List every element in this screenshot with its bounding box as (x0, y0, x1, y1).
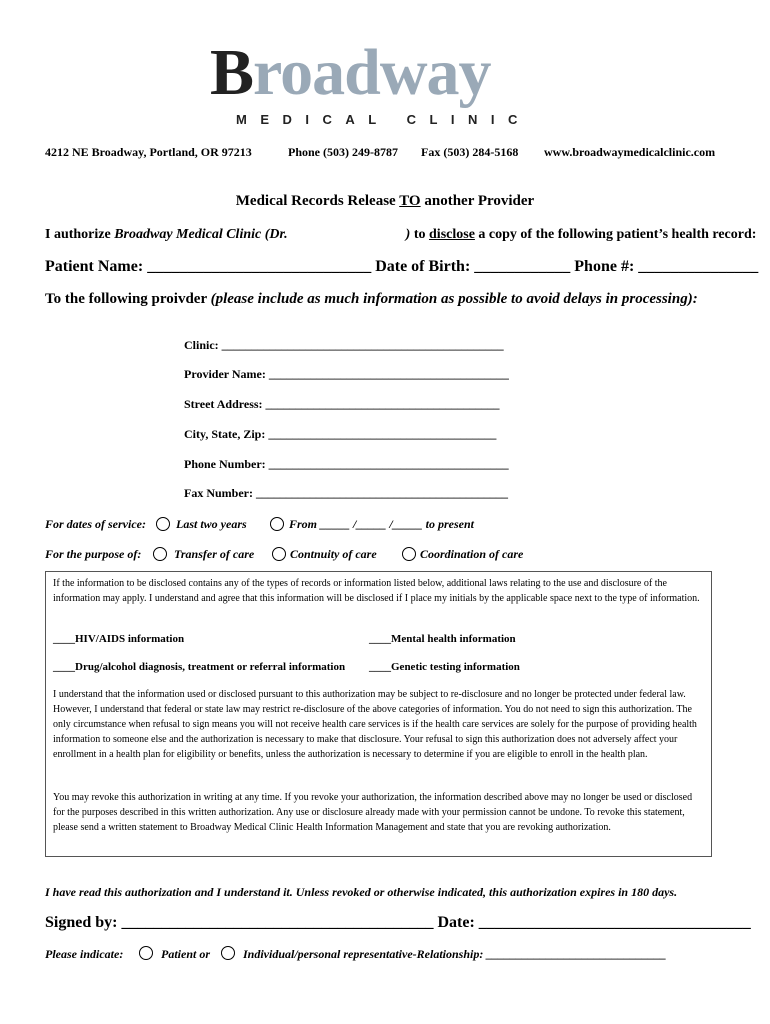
logo-subtitle: MEDICAL CLINIC (236, 112, 531, 127)
title-prefix: Medical Records Release (235, 193, 400, 209)
logo-letter-b: B (210, 36, 254, 109)
authorize-close: ) (405, 227, 411, 242)
form-title (0, 193, 770, 210)
purpose-label: For the purpose of: (45, 547, 142, 561)
authorization-statement (45, 227, 756, 243)
authorize-rest: a copy of the following patient’s health record: (474, 227, 757, 242)
indicate-label: Please indicate: (45, 947, 124, 961)
street-address-field[interactable]: Street Address: _______________________________________ (184, 397, 500, 411)
signature-date-row[interactable]: Signed by: _______________________________________ Date: __________________________________ (45, 914, 751, 931)
dates-of-service-label: For dates of service: (45, 517, 146, 531)
authorize-lead: I authorize (45, 227, 115, 242)
clinic-field[interactable]: Clinic: _______________________________________________ (184, 338, 504, 352)
city-state-zip-field[interactable]: City, State, Zip: ______________________________________ (184, 427, 497, 441)
drug-alcohol-initials[interactable]: ____Drug/alcohol diagnosis, treatment or referral information (53, 661, 346, 673)
hiv-aids-initials[interactable]: ____HIV/AIDS information (53, 633, 185, 645)
patient-option-label: Patient or (161, 947, 211, 961)
provider-name-field[interactable]: Provider Name: ________________________________________ (184, 367, 509, 381)
coordination-of-care-label: Coordination of care (420, 547, 524, 561)
revocation-paragraph: You may revoke this authorization in writing at any time. If you revoke your authorization, the information described above may no longer be used or disclosed for the purposes described in this written authorization. Any use or disclosure already made with your permission cannot be undone. To revoke this statement, please send a written statement to Broadway Medical Clinic Health Information Management and state that you are revoking authorization. (53, 792, 693, 833)
authorize-clinic: Broadway Medical Clinic (Dr. (114, 227, 288, 242)
continuity-of-care-radio[interactable] (272, 547, 286, 561)
provider-heading-lead: To the following proivder (45, 291, 211, 307)
authorize-disclose: disclose (429, 227, 475, 242)
expiration-statement: I have read this authorization and I understand it. Unless revoked or otherwise indicated, this authorization expires in 180 days. (45, 885, 678, 899)
provider-heading-note: (please include as much information as possible to avoid delays in processing): (210, 291, 698, 307)
representative-radio[interactable] (221, 946, 235, 960)
coordination-of-care-radio[interactable] (402, 547, 416, 561)
representative-option-label[interactable]: Individual/personal representative-Relationship: ______________________________ (243, 947, 667, 961)
clinic-address: 4212 NE Broadway, Portland, OR 97213 (45, 145, 252, 159)
genetic-testing-initials[interactable]: ____Genetic testing information (369, 661, 520, 673)
clinic-fax: Fax (503) 284-5168 (421, 145, 519, 159)
date-range-radio[interactable] (270, 517, 284, 531)
patient-radio[interactable] (139, 946, 153, 960)
last-two-years-radio[interactable] (156, 517, 170, 531)
transfer-of-care-radio[interactable] (153, 547, 167, 561)
title-underlined: TO (399, 193, 421, 209)
provider-heading (45, 291, 698, 308)
authorize-to: to (410, 227, 430, 242)
clinic-website[interactable]: www.broadwaymedicalclinic.com (544, 145, 716, 159)
logo-wordmark: roadway (253, 36, 491, 109)
date-range-label[interactable]: From _____ /_____ /_____ to present (289, 517, 475, 531)
fax-number-field[interactable]: Fax Number: __________________________________________ (184, 486, 508, 500)
redisclosure-paragraph: I understand that the information used or disclosed pursuant to this authorization may be subject to re-disclosure and no longer be protected under federal law. However, I understand that federal or state law may restrict re-disclosure of the above categories of information. You do not need to sign this authorization. The only circumstance when refusal to sign means you will not receive health care services is if the health care services are solely for the purpose of providing health information to someone else and the authorization is necessary to make that disclosure. Your refusal to sign this authorization does not adversely affect your enrollment in a health plan for eligibility or benefits, unless the authorization is necessary to determine if you are eligible to enroll in the health plan. (53, 689, 697, 760)
continuity-of-care-label: Contnuity of care (290, 547, 377, 561)
transfer-of-care-label: Transfer of care (174, 547, 255, 561)
phone-number-field[interactable]: Phone Number: ________________________________________ (184, 457, 509, 471)
clinic-phone: Phone (503) 249-8787 (288, 145, 398, 159)
last-two-years-label: Last two years (176, 517, 247, 531)
mental-health-initials[interactable]: ____Mental health information (369, 633, 516, 645)
disclosure-intro: If the information to be disclosed contains any of the types of records or information listed below, additional laws relating to the use and disclosure of the information may apply. I understand and agree that this information will be disclosed if I place my initials by the applicable space next to the type of information. (53, 578, 700, 604)
patient-info-row[interactable]: Patient Name: ____________________________ Date of Birth: ____________ Phone #: _______________ (45, 258, 759, 275)
title-suffix: another Provider (420, 193, 535, 209)
clinic-logo (210, 36, 491, 109)
